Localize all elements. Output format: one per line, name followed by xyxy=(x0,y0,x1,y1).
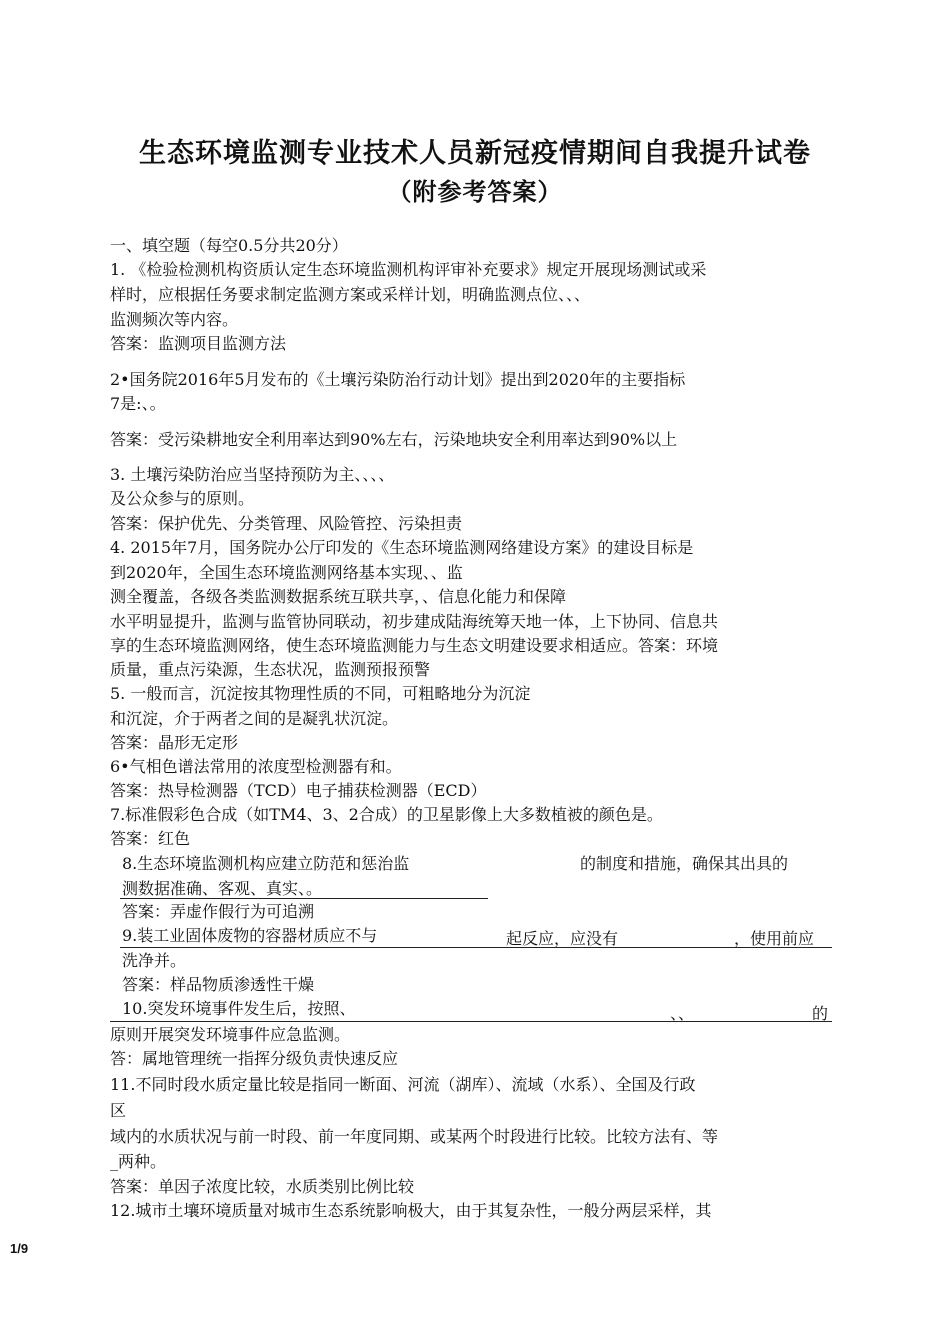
question-2-line-2: 7是:、。 xyxy=(110,394,166,413)
question-6-line-1: 6•气相色谱法常用的浓度型检测器有和。 xyxy=(110,757,402,776)
question-5-line-1: 5. 一般而言，沉淀按其物理性质的不同，可粗略地分为沉淀 xyxy=(110,684,531,703)
question-3-line-2: 及公众参与的原则。 xyxy=(110,489,255,508)
question-8-line-1b: 的制度和措施，确保其出具的 xyxy=(580,854,789,873)
question-9-answer: 答案：样品物质渗透性干燥 xyxy=(122,975,315,994)
question-9-line-2: 洗净并。 xyxy=(122,951,187,970)
question-4-line-4: 水平明显提升，监测与监管协同联动，初步建成陆海统筹天地一体，上下协同、信息共 xyxy=(110,612,719,631)
question-9-line-1a: 9.装工业固体废物的容器材质应不与 xyxy=(122,926,378,945)
question-2-line-1: 2•国务院2016年5月发布的《土壤污染防治行动计划》提出到2020年的主要指标 xyxy=(110,370,686,389)
question-4-line-6: 质量，重点污染源，生态状况，监测预报预警 xyxy=(110,660,431,679)
question-11-line-2: 区 xyxy=(110,1101,127,1120)
question-2-answer: 答案：受污染耕地安全利用率达到90%左右，污染地块安全利用率达到90%以上 xyxy=(110,430,678,449)
page-subtitle: （附参考答案） xyxy=(387,178,563,206)
page-title: 生态环境监测专业技术人员新冠疫情期间自我提升试卷 xyxy=(139,138,811,169)
question-4-line-3: 测全覆盖，各级各类监测数据系统互联共享，、信息化能力和保障 xyxy=(110,587,567,606)
question-10-answer: 答：属地管理统一指挥分级负责快速反应 xyxy=(110,1049,399,1068)
question-4-line-5: 享的生态环境监测网络，使生态环境监测能力与生态文明建设要求相适应。答案：环境 xyxy=(110,636,719,655)
question-5-line-2: 和沉淀，介于两者之间的是凝乳状沉淀。 xyxy=(110,709,399,728)
question-8-answer: 答案：弄虚作假行为可追溯 xyxy=(122,902,315,921)
question-10-line-1c: 的 xyxy=(812,1004,829,1023)
question-9-line-1c: ，使用前应 xyxy=(734,929,815,948)
question-1-answer: 答案：监测项目监测方法 xyxy=(110,334,287,353)
question-3-line-1: 3. 土壤污染防治应当坚持预防为主、、、、 xyxy=(110,465,395,484)
question-1-line-1: 1. 《检验检测机构资质认定生态环境监测机构评审补充要求》规定开展现场测试或采 xyxy=(110,260,707,279)
question-10-line-1a: 10.突发环境事件发生后，按照、 xyxy=(122,999,356,1018)
answer-blank-line xyxy=(110,1021,832,1022)
answer-blank-line xyxy=(120,947,832,948)
question-6-answer: 答案：热导检测器（TCD）电子捕获检测器（ECD） xyxy=(110,781,487,800)
question-8-line-1a: 8.生态环境监测机构应建立防范和惩治监 xyxy=(122,854,410,873)
question-1-line-3: 监测频次等内容。 xyxy=(110,310,239,329)
question-4-line-1: 4. 2015年7月，国务院办公厅印发的《生态环境监测网络建设方案》的建设目标是 xyxy=(110,538,694,557)
question-5-answer: 答案：晶形无定形 xyxy=(110,733,239,752)
question-12-line-1: 12.城市土壤环境质量对城市生态系统影响极大，由于其复杂性，一般分两层采样，其 xyxy=(110,1201,712,1220)
question-7-answer: 答案：红色 xyxy=(110,829,191,848)
question-11-line-3: 域内的水质状况与前一时段、前一年度同期、或某两个时段进行比较。比较方法有、等 xyxy=(110,1127,719,1146)
question-1-line-2: 样时，应根据任务要求制定监测方案或采样计划，明确监测点位、、、 xyxy=(110,285,591,304)
question-10-line-2: 原则开展突发环境事件应急监测。 xyxy=(110,1025,351,1044)
question-3-answer: 答案：保护优先、分类管理、风险管控、污染担责 xyxy=(110,514,463,533)
question-10-line-1b: 、、 xyxy=(670,1004,695,1023)
section-heading: 一、填空题（每空0.5分共20分） xyxy=(110,236,348,255)
question-4-line-2: 到2020年，全国生态环境监测网络基本实现、、监 xyxy=(110,563,463,582)
question-11-answer: 答案：单因子浓度比较，水质类别比例比较 xyxy=(110,1177,415,1196)
question-8-line-2: 测数据准确、客观、真实、。 xyxy=(122,879,323,898)
question-11-line-4: _两种。 xyxy=(110,1152,167,1171)
page-number: 1/9 xyxy=(10,1241,29,1256)
question-7-line-1: 7.标准假彩色合成（如TM4、3、2合成）的卫星影像上大多数植被的颜色是。 xyxy=(110,805,663,824)
question-11-line-1: 11.不同时段水质定量比较是指同一断面、河流（湖库）、流域（水系）、全国及行政 xyxy=(110,1075,696,1094)
answer-blank-line xyxy=(120,898,488,899)
question-9-line-1b: 起反应，应没有 xyxy=(506,929,619,948)
